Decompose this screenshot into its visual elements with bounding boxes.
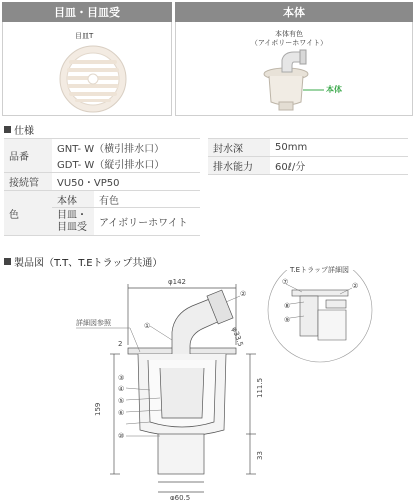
plate-caption: 目皿T	[75, 32, 94, 40]
plate-color-value: アイボリーホワイト	[94, 208, 200, 236]
spec-section-title	[4, 122, 34, 137]
model-value-1: GNT- W（横引排水口）	[52, 139, 200, 156]
callout-10: ⑩	[118, 432, 125, 440]
model-label: 品番	[4, 139, 52, 173]
dim-bottom: φ60.5	[170, 494, 191, 500]
header-left: 目皿・目皿受	[2, 2, 172, 22]
spec-table-left	[4, 138, 200, 236]
panel-body	[175, 22, 413, 116]
dim-side: φ33.5	[230, 325, 245, 348]
square-bullet-icon	[4, 126, 11, 133]
dim-low: 33	[256, 451, 264, 460]
dim-top: φ142	[168, 278, 186, 286]
pipe-value: VU50・VP50	[52, 173, 200, 191]
header-right: 本体	[175, 2, 413, 22]
drain-body-image	[176, 22, 414, 116]
seal-label: 封水深	[208, 139, 270, 157]
detail-callout-9: ⑨	[284, 316, 291, 324]
spec-title-text: 仕様	[14, 126, 34, 137]
body-color-label: 本体	[52, 191, 94, 208]
drain-value: 60ℓ/分	[270, 157, 408, 175]
callout-3: ③	[118, 374, 125, 382]
callout-1: ①	[144, 322, 151, 330]
pipe-label: 接続管	[4, 173, 52, 191]
detail-callout-8: ⑧	[284, 302, 291, 310]
drawing-section-title	[4, 254, 162, 269]
detail-ref-label: 詳細図参照	[76, 319, 111, 327]
square-bullet-icon	[4, 258, 11, 265]
product-drawing	[0, 270, 415, 500]
plate-label-line1: 目皿・	[57, 209, 87, 221]
detail-callout-7: ⑦	[282, 278, 289, 286]
body-callout: 本体	[326, 85, 342, 94]
plate-color-label	[52, 208, 94, 236]
callout-5: ⑤	[118, 397, 125, 405]
panel-plate	[2, 22, 172, 116]
dim-left-h: 159	[94, 402, 102, 416]
plate-label-line2: 目皿受	[57, 221, 87, 233]
drain-label: 排水能力	[208, 157, 270, 175]
detail-title: T.Eトラップ詳細図	[290, 266, 349, 274]
spec-table-right	[208, 138, 408, 175]
color-label: 色	[4, 191, 52, 236]
dim-2: 2	[118, 340, 123, 348]
detail-callout-2: ②	[352, 282, 359, 290]
callout-2: ②	[240, 290, 247, 298]
body-caption-1: 本体有色	[275, 30, 303, 38]
body-color-value: 有色	[94, 191, 200, 208]
drain-plate-image	[3, 22, 173, 116]
dim-right-h: 111.5	[256, 377, 264, 398]
callout-4: ④	[118, 385, 125, 393]
drawing-title-text: 製品図（T.T、T.Eトラップ共通）	[14, 258, 163, 269]
body-caption-2: （アイボリーホワイト）	[250, 39, 328, 47]
model-value-2: GDT- W（縦引排水口）	[52, 156, 200, 173]
callout-6: ⑥	[118, 409, 125, 417]
seal-value: 50mm	[270, 139, 408, 157]
